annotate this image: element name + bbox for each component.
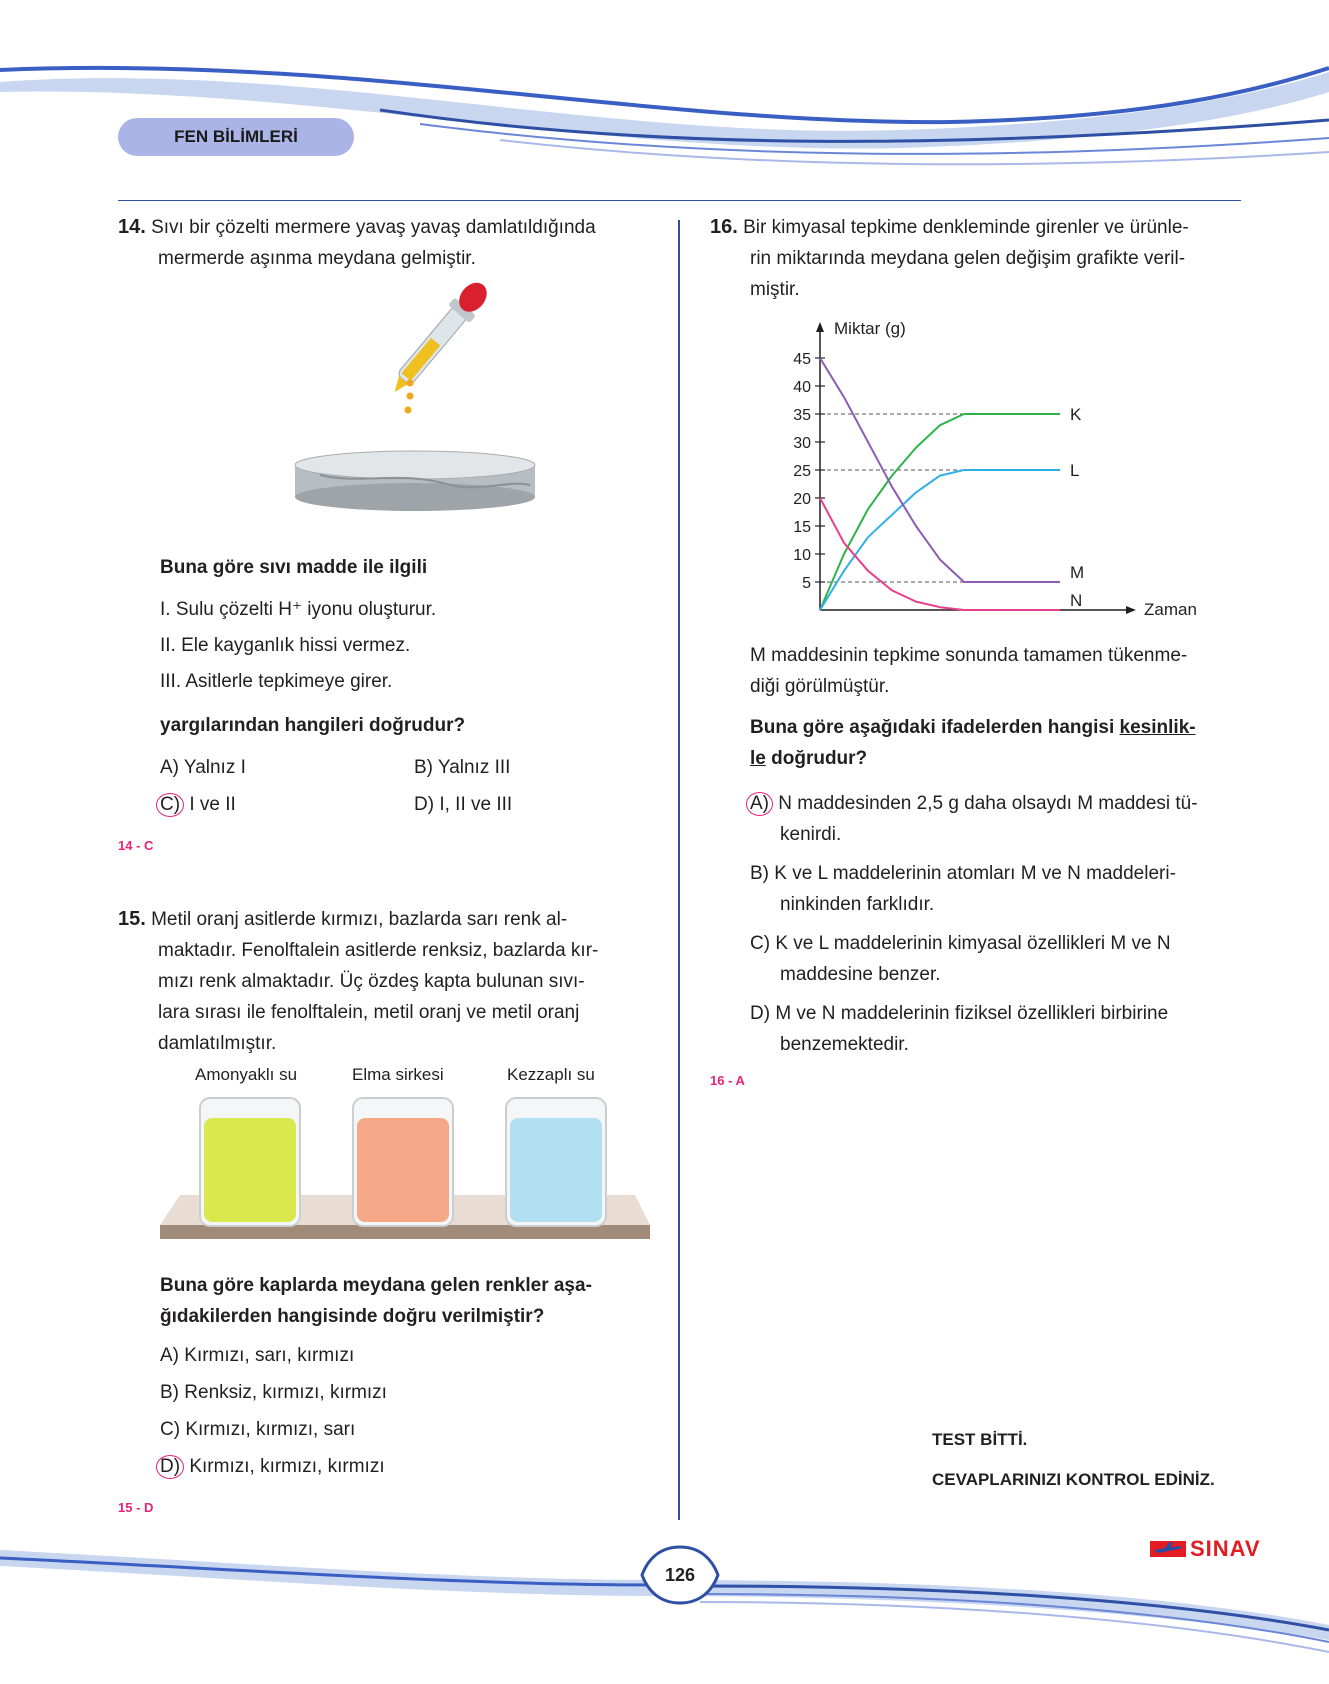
q16-stem [710, 212, 1250, 305]
dropper-illustration [280, 280, 540, 525]
q16-option-d[interactable] [750, 998, 1168, 1060]
q16-option-c-line1: C) K ve L maddelerinin kimyasal özellikleri M ve N [750, 933, 1171, 954]
q16-option-a[interactable] [746, 788, 1198, 850]
reaction-chart [770, 310, 1230, 630]
q15-stem-line2: maktadır. Fenolftalein asitlerde renksiz, bazlarda kır- [158, 940, 599, 961]
q16-question-emphasis-2: le [750, 748, 766, 769]
q16-stem-line2: rin miktarında meydana gelen değişim grafikte veril- [750, 248, 1186, 269]
x-axis-label: Zaman [1144, 600, 1197, 619]
q14-statement-1: I. Sulu çözelti H⁺ iyonu oluşturur. [160, 599, 437, 620]
q15-option-c[interactable]: C) Kırmızı, kırmızı, sarı [160, 1419, 356, 1440]
q15-question-line1: Buna göre kaplarda meydana gelen renkler aşa- [160, 1275, 592, 1296]
glass-3 [506, 1098, 606, 1226]
q15-stem-line3: mızı renk almaktadır. Üç özdeş kapta bulunan sıvı- [158, 971, 585, 992]
subject-label: FEN BİLİMLERİ [118, 118, 354, 156]
q15-option-b[interactable]: B) Renksiz, kırmızı, kırmızı [160, 1382, 387, 1403]
q14-number: 14. [118, 216, 146, 238]
y-axis-arrow [816, 322, 824, 332]
y-tick-label: 5 [802, 575, 811, 592]
q14-option-c[interactable] [156, 789, 236, 820]
q15-option-d-circle: D) [156, 1455, 184, 1479]
q15-answer-key: 15 - D [118, 1500, 154, 1515]
test-end-note: TEST BİTTİ. [932, 1430, 1028, 1449]
q16-option-b-line2: ninkinden farklıdır. [780, 894, 935, 915]
series-label-K: K [1070, 405, 1082, 424]
header-rule [118, 200, 1241, 201]
q15-option-d-text: Kırmızı, kırmızı, kırmızı [184, 1456, 385, 1477]
q14-option-a[interactable]: A) Yalnız I [160, 757, 246, 778]
q16-stem-line1: Bir kimyasal tepkime denkleminde girenler ve ürünle- [743, 217, 1189, 238]
q16-after-line1: M maddesinin tepkime sonunda tamamen tükenme- [750, 645, 1188, 666]
brand-name: SINAV [1190, 1536, 1261, 1561]
q14-stem-line1: Sıvı bir çözelti mermere yavaş yavaş damlatıldığında [151, 217, 596, 238]
y-tick-label: 25 [793, 463, 811, 480]
glass-1 [200, 1098, 300, 1226]
q16-stem-line3: miştir. [750, 279, 800, 300]
column-divider [678, 220, 680, 1520]
page-number: 126 [664, 1565, 696, 1585]
x-axis-arrow [1126, 606, 1136, 614]
q15-stem [118, 904, 658, 1059]
y-tick-label: 40 [793, 379, 811, 396]
q14-statement-2: II. Ele kayganlık hissi vermez. [160, 635, 411, 656]
q16-option-a-line1: N maddesinden 2,5 g daha olsaydı M maddesi tü- [773, 793, 1198, 814]
q14-prompt: Buna göre sıvı madde ile ilgili [160, 557, 428, 578]
series-line-L [820, 470, 1060, 610]
glass-label-2: Elma sirkesi [352, 1065, 444, 1084]
q16-question-pre: Buna göre aşağıdaki ifadelerden hangisi [750, 717, 1120, 738]
q16-answer-key: 16 - A [710, 1073, 745, 1088]
q16-question-post: doğrudur? [765, 748, 868, 769]
y-tick-label: 35 [793, 407, 811, 424]
y-tick-label: 20 [793, 491, 811, 508]
q14-option-d[interactable]: D) I, II ve III [414, 794, 513, 815]
q16-after [750, 640, 1187, 702]
q15-question [160, 1270, 592, 1332]
q16-option-d-line1: D) M ve N maddelerinin fiziksel özellikleri birbirine [750, 1003, 1169, 1024]
q16-question-emphasis-1: kesinlik- [1119, 717, 1196, 738]
q14-stem [118, 212, 658, 274]
series-line-K [820, 414, 1060, 610]
q15-stem-line4: lara sırası ile fenolftalein, metil oranj ve metil oranj [158, 1002, 580, 1023]
q16-option-a-line2: kenirdi. [780, 824, 842, 845]
q16-option-c[interactable] [750, 928, 1171, 990]
series-label-M: M [1070, 563, 1085, 582]
y-axis-label: Miktar (g) [834, 319, 906, 338]
series-label-L: L [1070, 461, 1080, 480]
y-tick-label: 10 [793, 547, 811, 564]
series-label-N: N [1070, 591, 1083, 610]
glass-label-1: Amonyaklı su [195, 1065, 298, 1084]
check-answers-note: CEVAPLARINIZI KONTROL EDİNİZ. [932, 1470, 1215, 1489]
q14-stem-line2: mermerde aşınma meydana gelmiştir. [158, 248, 476, 269]
q14-option-c-circle: C) [156, 793, 184, 817]
q15-stem-line5: damlatılmıştır. [158, 1033, 277, 1054]
q16-after-line2: diği görülmüştür. [750, 676, 890, 697]
y-tick-label: 45 [793, 351, 811, 368]
y-tick-label: 15 [793, 519, 811, 536]
q15-question-line2: ğıdakilerden hangisinde doğru verilmiştir? [160, 1306, 545, 1327]
q14-option-c-text: I ve II [184, 794, 236, 815]
q16-number: 16. [710, 216, 738, 238]
q16-option-b-line1: B) K ve L maddelerinin atomları M ve N maddeleri- [750, 863, 1176, 884]
glass-label-3: Kezzaplı su [507, 1065, 595, 1084]
q14-option-b[interactable]: B) Yalnız III [414, 757, 511, 778]
q16-option-c-line2: maddesine benzer. [780, 964, 941, 985]
q16-option-b[interactable] [750, 858, 1176, 920]
q16-option-a-circle: A) [746, 792, 773, 816]
glasses-illustration [155, 1090, 655, 1250]
q14-statement-3: III. Asitlerle tepkimeye girer. [160, 671, 393, 692]
q16-question [750, 712, 1196, 774]
y-tick-label: 30 [793, 435, 811, 452]
q14-question: yargılarından hangileri doğrudur? [160, 715, 466, 736]
q15-number: 15. [118, 908, 146, 930]
q15-option-a[interactable]: A) Kırmızı, sarı, kırmızı [160, 1345, 355, 1366]
q16-option-d-line2: benzemektedir. [780, 1034, 909, 1055]
glass-2 [353, 1098, 453, 1226]
q15-option-d[interactable] [156, 1451, 385, 1482]
q14-answer-key: 14 - C [118, 838, 154, 853]
q15-stem-line1: Metil oranj asitlerde kırmızı, bazlarda sarı renk al- [151, 909, 568, 930]
